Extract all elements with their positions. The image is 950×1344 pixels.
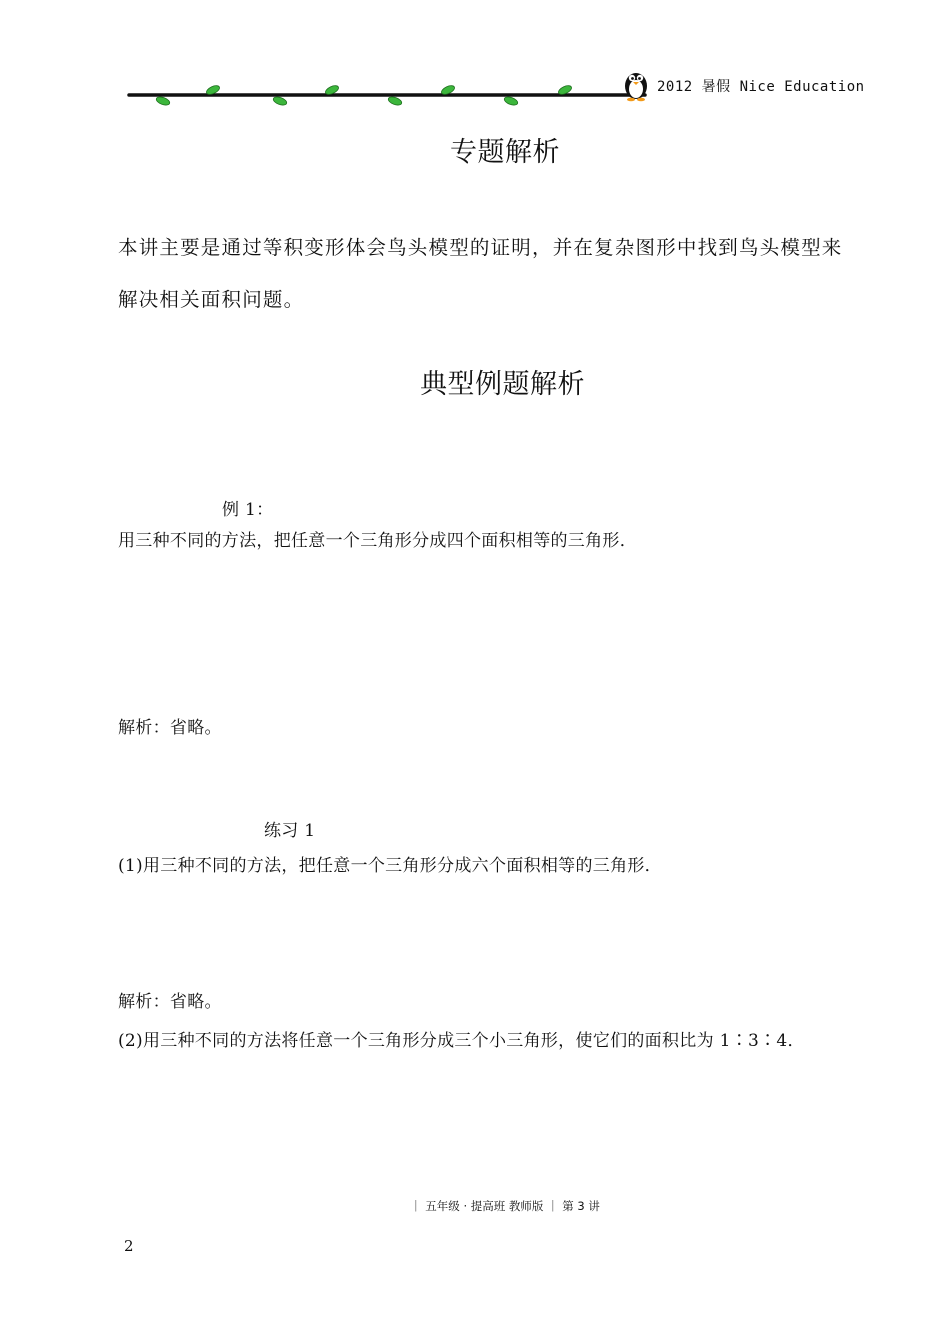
practice-answer-1: 解析：省略。 bbox=[118, 992, 222, 1012]
footer-caption: ｜ 五年级 · 提高班 教师版 ｜ 第 3 讲 bbox=[410, 1199, 600, 1213]
penguin-icon bbox=[620, 66, 652, 102]
practice-question-1: (1)用三种不同的方法，把任意一个三角形分成六个面积相等的三角形． bbox=[118, 856, 662, 876]
example-answer: 解析：省略。 bbox=[118, 718, 222, 738]
vine-branch-icon bbox=[125, 68, 655, 112]
example-label: 例 1： bbox=[222, 500, 274, 520]
section-title-topic: 专题解析 bbox=[450, 137, 560, 168]
section-title-examples: 典型例题解析 bbox=[420, 369, 585, 400]
page-number: 2 bbox=[124, 1237, 134, 1255]
practice-label: 练习 1 bbox=[264, 821, 316, 841]
example-question: 用三种不同的方法，把任意一个三角形分成四个面积相等的三角形． bbox=[118, 531, 637, 551]
intro-paragraph: 本讲主要是通过等积变形体会鸟头模型的证明，并在复杂图形中找到鸟头模型来解决相关面积问题。 bbox=[118, 236, 843, 311]
header-brand: 2012 暑假 Nice Education bbox=[657, 79, 865, 95]
practice-question-2: (2)用三种不同的方法将任意一个三角形分成三个小三角形，使它们的面积比为 1∶3∶4． bbox=[118, 1031, 805, 1051]
